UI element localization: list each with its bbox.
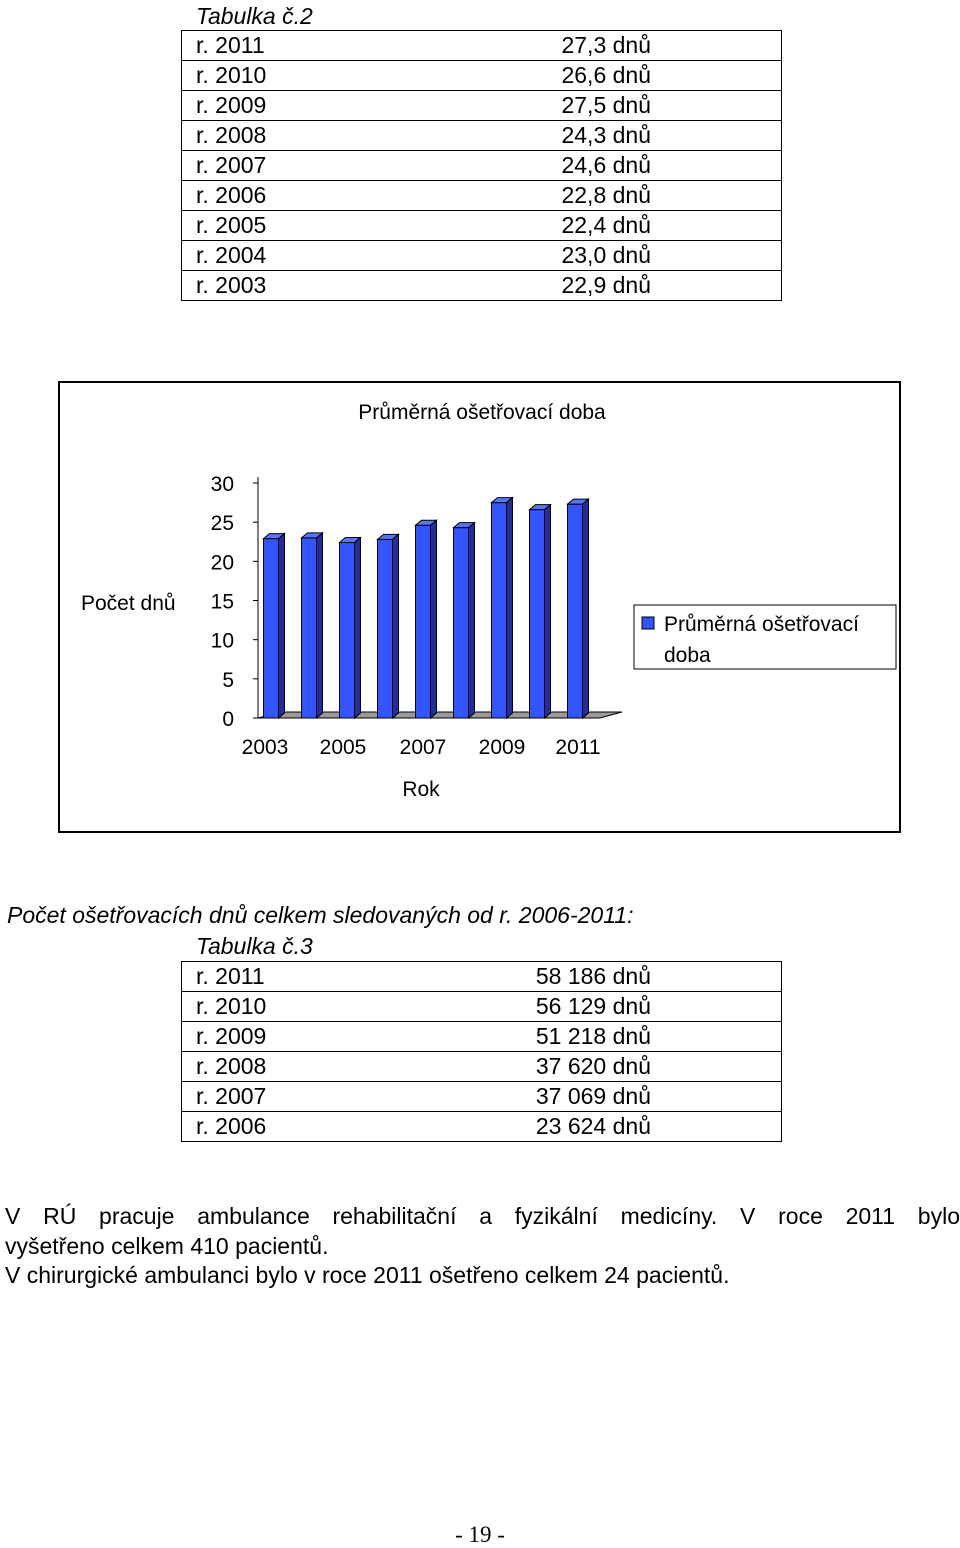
row-year: r. 2010 (182, 992, 330, 1022)
row-year: r. 2008 (182, 1052, 330, 1082)
bar-front (340, 543, 355, 718)
table-row (182, 1052, 782, 1082)
row-value: 22,9 dnů (341, 271, 781, 301)
section2-heading: Počet ošetřovacích dnů celkem sledovaných od r. 2006-2011: (7, 902, 634, 928)
table2-caption: Tabulka č.2 (196, 3, 313, 29)
table-row (182, 181, 782, 211)
y-axis-label: Počet dnů (81, 592, 176, 615)
x-tick-label: 2007 (399, 736, 447, 759)
row-year: r. 2011 (182, 31, 342, 61)
row-value: 24,3 dnů (341, 121, 781, 151)
y-tick-label: 30 (210, 473, 234, 496)
row-year: r. 2011 (182, 962, 330, 992)
paragraph-surgery: V chirurgické ambulanci bylo v roce 2011 ošetřeno celkem 24 pacientů. (5, 1262, 730, 1288)
row-value: 58 186 dnů (329, 962, 781, 992)
legend-label-line1: Průměrná ošetřovací (664, 613, 859, 636)
bar (302, 533, 323, 718)
row-value: 37 620 dnů (329, 1052, 781, 1082)
paragraph-rehab (5, 1201, 960, 1261)
row-year: r. 2005 (182, 211, 342, 241)
bar-side (317, 533, 323, 718)
table-row (182, 992, 782, 1022)
bar-front (568, 504, 583, 718)
row-value: 27,3 dnů (341, 31, 781, 61)
row-year: r. 2010 (182, 61, 342, 91)
row-year: r. 2008 (182, 121, 342, 151)
x-tick-label: 2005 (319, 736, 367, 759)
bar (378, 534, 399, 718)
y-tick-label: 15 (210, 590, 234, 614)
bar-front (454, 528, 469, 718)
bar-side (583, 499, 589, 718)
table-row (182, 151, 782, 181)
row-value: 56 129 dnů (329, 992, 781, 1022)
row-value: 22,8 dnů (341, 181, 781, 211)
bar (416, 520, 437, 718)
bar-front (264, 539, 279, 718)
table-row (182, 1022, 782, 1052)
chart-title: Průměrná ošetřovací doba (358, 401, 606, 424)
bar-front (530, 510, 545, 718)
bar-side (279, 534, 285, 718)
paragraph-rehab-line2: vyšetřeno celkem 410 pacientů. (5, 1233, 329, 1259)
table-row (182, 962, 782, 992)
row-value: 37 069 dnů (329, 1082, 781, 1112)
bar-side (355, 538, 361, 718)
bar-front (378, 539, 393, 718)
bar-side (393, 534, 399, 718)
row-year: r. 2006 (182, 1112, 330, 1142)
row-year: r. 2006 (182, 181, 342, 211)
x-tick-label: 2003 (241, 736, 289, 759)
table-row (182, 241, 782, 271)
x-tick-label: 2011 (555, 736, 601, 759)
legend-swatch (642, 617, 654, 629)
chart-legend (634, 605, 896, 669)
row-value: 51 218 dnů (329, 1022, 781, 1052)
table3-caption: Tabulka č.3 (196, 933, 313, 959)
bar (340, 538, 361, 718)
row-year: r. 2009 (182, 91, 342, 121)
bar (492, 498, 513, 718)
chart-bars (264, 498, 589, 718)
row-value: 24,6 dnů (341, 151, 781, 181)
paragraph-rehab-line1: V RÚ pracuje ambulance rehabilitační a fyzikální medicíny. V roce 2011 bylo (5, 1203, 960, 1229)
x-tick-label: 2009 (478, 736, 526, 759)
bar-side (469, 523, 475, 718)
table-row (182, 61, 782, 91)
bar-side (545, 505, 551, 718)
row-value: 23 624 dnů (329, 1112, 781, 1142)
row-year: r. 2003 (182, 271, 342, 301)
y-tick-label: 10 (210, 629, 234, 653)
y-tick-label: 20 (210, 551, 234, 575)
bar-front (416, 525, 431, 718)
bar (568, 499, 589, 718)
table3 (181, 961, 782, 1142)
table-row (182, 31, 782, 61)
bar-front (302, 538, 317, 718)
row-year: r. 2007 (182, 151, 342, 181)
row-value: 26,6 dnů (341, 61, 781, 91)
row-year: r. 2009 (182, 1022, 330, 1052)
table-row (182, 1082, 782, 1112)
y-tick-label: 5 (222, 668, 234, 692)
y-tick-label: 0 (222, 708, 234, 731)
table-row (182, 211, 782, 241)
bar-chart (0, 381, 960, 851)
table2 (181, 30, 782, 301)
bar-side (507, 498, 513, 718)
bar-side (431, 520, 437, 718)
bar (454, 523, 475, 718)
row-year: r. 2007 (182, 1082, 330, 1112)
table-row (182, 271, 782, 301)
row-value: 22,4 dnů (341, 211, 781, 241)
table-row (182, 91, 782, 121)
bar (264, 534, 285, 718)
bar-front (492, 503, 507, 718)
legend-label-line2: doba (664, 644, 711, 667)
page-number: - 19 - (455, 1522, 505, 1547)
row-year: r. 2004 (182, 241, 342, 271)
table-row (182, 1112, 782, 1142)
table-row (182, 121, 782, 151)
y-tick-label: 25 (210, 512, 234, 536)
row-value: 27,5 dnů (341, 91, 781, 121)
row-value: 23,0 dnů (341, 241, 781, 271)
bar (530, 505, 551, 718)
x-axis-label: Rok (402, 778, 440, 801)
